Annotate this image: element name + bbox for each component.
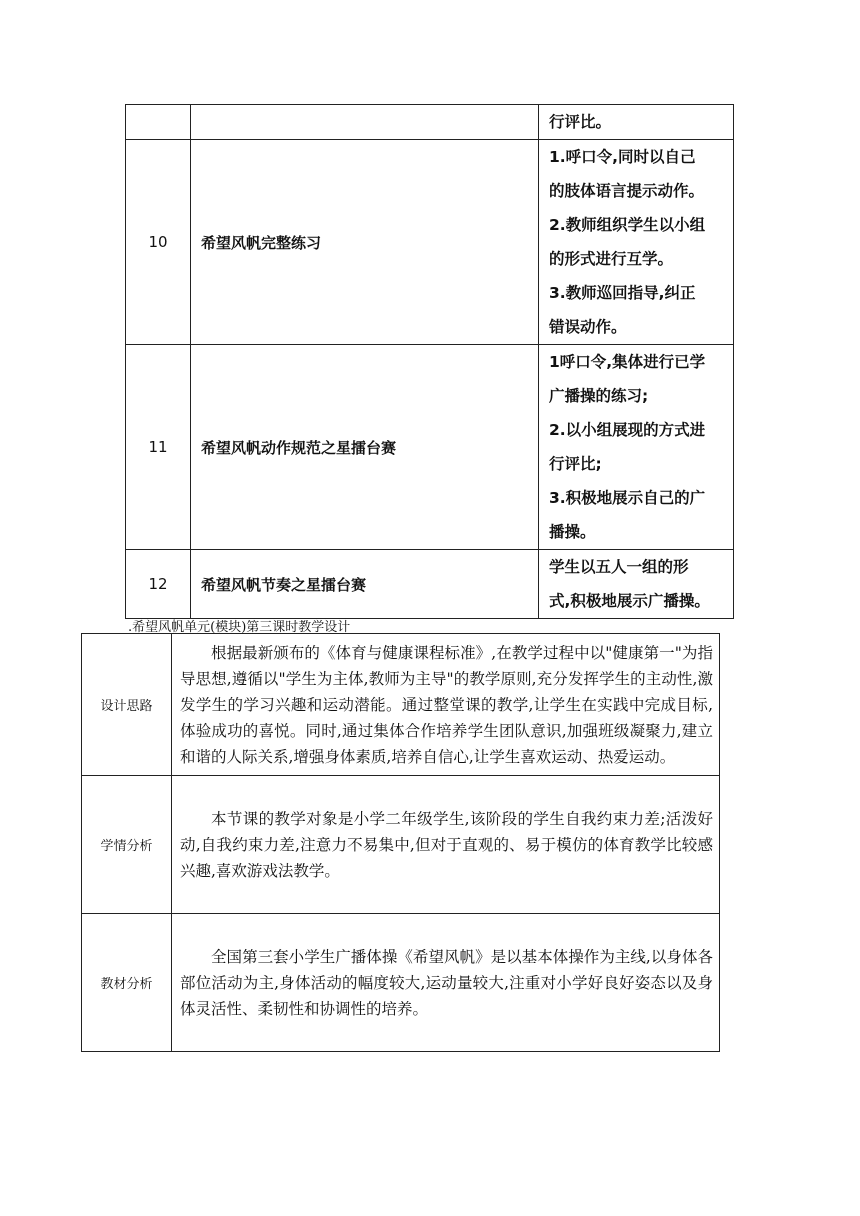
- description-line: 广播操的练习;: [549, 387, 649, 405]
- description-line: 1.呼口令,同时以自己: [549, 148, 696, 166]
- description-line: 的肢体语言提示动作。: [549, 182, 705, 200]
- activity-description: [539, 105, 734, 140]
- description-line: 学生以五人一组的形: [549, 558, 689, 576]
- table-row: [126, 140, 734, 345]
- table-row: [82, 634, 720, 776]
- row-label: 设计思路: [82, 634, 172, 776]
- activity-name: 希望风帆节奏之星擂台赛: [191, 550, 539, 619]
- description-line: 1呼口令,集体进行已学: [549, 353, 706, 371]
- table-row: [126, 550, 734, 619]
- section-caption: .希望风帆单元(模块)第三课时教学设计: [128, 620, 351, 635]
- activity-description: [539, 345, 734, 550]
- row-number: 12: [126, 550, 191, 619]
- row-content: [172, 776, 720, 914]
- table-row: [82, 914, 720, 1052]
- description-line: 3.教师巡回指导,纠正: [549, 284, 696, 302]
- row-number: 11: [126, 345, 191, 550]
- schedule-table: [125, 104, 734, 619]
- row-content: [172, 914, 720, 1052]
- row-label: 学情分析: [82, 776, 172, 914]
- description-line: 播操。: [549, 523, 596, 541]
- description-line: 式,积极地展示广播操。: [549, 592, 710, 610]
- table-row: [126, 105, 734, 140]
- paragraph: 全国第三套小学生广播体操《希望风帆》是以基本体操作为主线,以身体各部位活动为主,身体活动的幅度较大,运动量较大,注重对小学好良好姿态以及身体灵活性、柔韧性和协调性的培养。: [180, 947, 713, 1018]
- description-line: 行评比。: [549, 113, 612, 131]
- description-line: 2.教师组织学生以小组: [549, 216, 706, 234]
- paragraph: 根据最新颁布的《体育与健康课程标准》,在教学过程中以"健康第一"为指导思想,遵循以"学生为主体,教师为主导"的教学原则,充分发挥学生的主动性,激发学生的学习兴趣和运动潜能。通过整堂课的教学,让学生在实践中完成目标,体验成功的喜悦。同时,通过集体合作培养学生团队意识,加强班级凝聚力,建立和谐的人际关系,增强身体素质,培养自信心,让学生喜欢运动、热爱运动。: [180, 643, 713, 766]
- description-line: 行评比;: [549, 455, 602, 473]
- row-number: 10: [126, 140, 191, 345]
- row-label: 教材分析: [82, 914, 172, 1052]
- design-table: [81, 633, 720, 1052]
- description-line: 错误动作。: [549, 318, 627, 336]
- description-line: 3.积极地展示自己的广: [549, 489, 706, 507]
- activity-name: 希望风帆动作规范之星擂台赛: [191, 345, 539, 550]
- description-line: 的形式进行互学。: [549, 250, 674, 268]
- activity-name: 希望风帆完整练习: [191, 140, 539, 345]
- table-row: [126, 345, 734, 550]
- description-line: 2.以小组展现的方式进: [549, 421, 706, 439]
- row-number: [126, 105, 191, 140]
- activity-description: [539, 550, 734, 619]
- row-content: [172, 634, 720, 776]
- table-row: [82, 776, 720, 914]
- activity-description: [539, 140, 734, 345]
- paragraph: 本节课的教学对象是小学二年级学生,该阶段的学生自我约束力差;活泼好动,自我约束力差,注意力不易集中,但对于直观的、易于模仿的体育教学比较感兴趣,喜欢游戏法教学。: [180, 809, 713, 880]
- activity-name: [191, 105, 539, 140]
